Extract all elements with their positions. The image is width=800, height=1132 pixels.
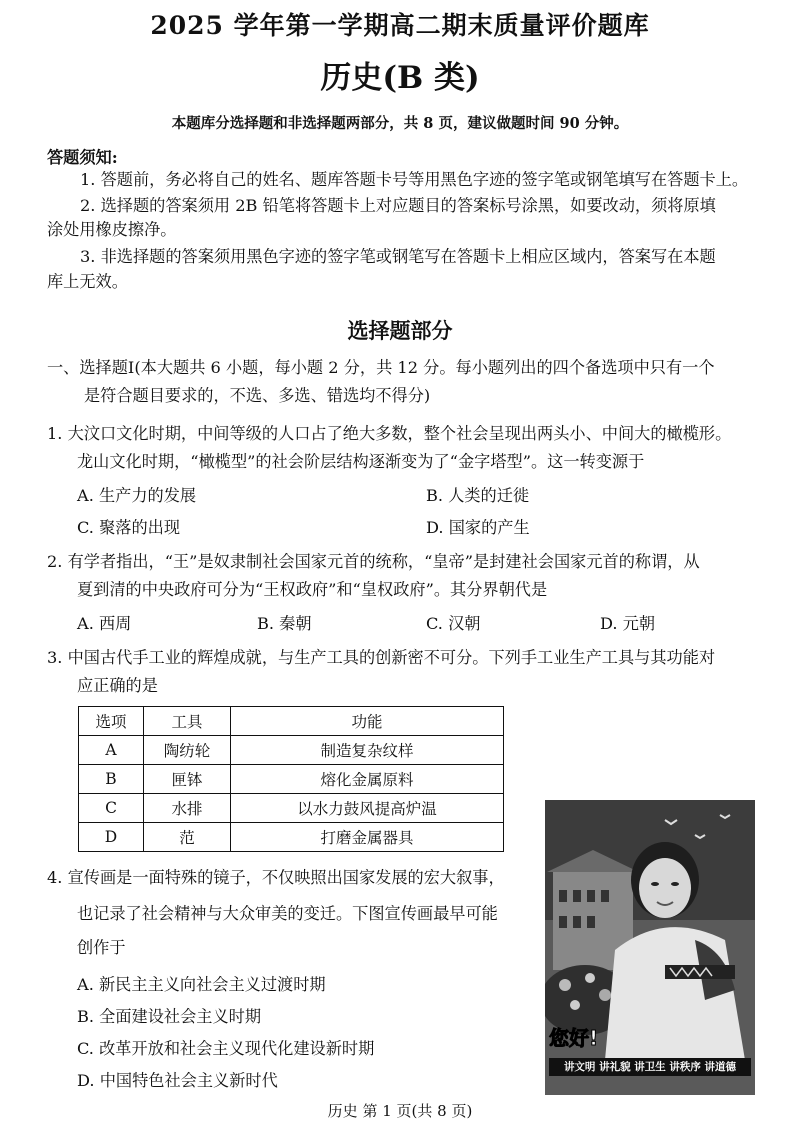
propaganda-poster: [545, 800, 755, 1095]
q3-stem-line-1: 3. 中国古代手工业的辉煌成就，与生产工具的创新密不可分。下列手工业生产工具与其功能对: [47, 648, 716, 667]
part1-heading-line-1: 一、选择题Ⅰ(本大题共 6 小题，每小题 2 分，共 12 分。每小题列出的四个备选项中只有一个: [47, 358, 715, 377]
q2-option-c: C. 汉朝: [426, 614, 481, 633]
table-header-row: [79, 707, 504, 736]
table-cell: 熔化金属原料: [231, 765, 504, 794]
exam-title: 2025 学年第一学期高二期末质量评价题库: [150, 11, 650, 40]
q2-option-b: B. 秦朝: [257, 614, 312, 633]
q1-option-b: B. 人类的迁徙: [426, 486, 530, 505]
table-cell: 范: [144, 823, 231, 852]
notice-item-3-line-1: 3. 非选择题的答案须用黑色字迹的签字笔或钢笔写在答题卡上相应区域内，答案写在本题: [80, 247, 716, 266]
notice-item-2-line-1: 2. 选择题的答案须用 2B 铅笔将答题卡上对应题目的答案标号涂黑，如要改动，须将原填: [80, 196, 716, 215]
table-cell: 水排: [144, 794, 231, 823]
table-row: [79, 823, 504, 852]
q1-option-d: D. 国家的产生: [426, 518, 530, 537]
table-cell: 以水力鼓风提高炉温: [231, 794, 504, 823]
q2-option-a: A. 西周: [77, 614, 132, 633]
notice-item-3-line-2: 库上无效。: [47, 272, 128, 291]
q4-option-c: C. 改革开放和社会主义现代化建设新时期: [77, 1039, 375, 1058]
table-cell: C: [79, 794, 144, 823]
q2-stem-line-2: 夏到清的中央政府可分为“王权政府”和“皇权政府”。其分界朝代是: [77, 580, 548, 599]
q4-stem-line-1: 4. 宣传画是一面特殊的镜子，不仅映照出国家发展的宏大叙事，: [47, 868, 505, 887]
table-cell: 匣钵: [144, 765, 231, 794]
subject-title: 历史(B 类): [320, 60, 480, 96]
q4-stem-line-3: 创作于: [77, 938, 126, 957]
q1-option-a: A. 生产力的发展: [77, 486, 197, 505]
poster-greeting: 您好!: [549, 1026, 599, 1050]
q4-option-b: B. 全面建设社会主义时期: [77, 1007, 262, 1026]
table-cell: 陶纺轮: [144, 736, 231, 765]
q4-option-d: D. 中国特色社会主义新时代: [77, 1071, 278, 1090]
table-cell: D: [79, 823, 144, 852]
q2-option-d: D. 元朝: [600, 614, 656, 633]
table-row: [79, 765, 504, 794]
section-title: 选择题部分: [347, 318, 453, 343]
part1-heading-line-2: 是符合题目要求的，不选、多选、错选均不得分): [84, 386, 431, 405]
q4-stem-line-2: 也记录了社会精神与大众审美的变迁。下图宣传画最早可能: [77, 904, 498, 923]
q3-table: [78, 706, 504, 852]
q1-option-c: C. 聚落的出现: [77, 518, 181, 537]
table-cell: A: [79, 736, 144, 765]
table-row: [79, 794, 504, 823]
notice-item-2-line-2: 涂处用橡皮擦净。: [47, 220, 177, 239]
page-footer: 历史 第 1 页(共 8 页): [327, 1102, 473, 1120]
q3-stem-line-2: 应正确的是: [77, 676, 158, 695]
table-header-cell: 工具: [144, 707, 231, 736]
notice-heading: 答题须知:: [47, 148, 118, 167]
q2-stem-line-1: 2. 有学者指出，“王”是奴隶制社会国家元首的统称，“皇帝”是封建社会国家元首的称谓，从: [47, 552, 700, 571]
notice-item-1: 1. 答题前，务必将自己的姓名、题库答题卡号等用黑色字迹的签字笔或钢笔填写在答题卡上。: [80, 170, 749, 189]
table-header-cell: 功能: [231, 707, 504, 736]
table-cell: 打磨金属器具: [231, 823, 504, 852]
q4-option-a: A. 新民主主义向社会主义过渡时期: [77, 975, 326, 994]
poster-slogan: 讲文明 讲礼貌 讲卫生 讲秩序 讲道德: [549, 1058, 751, 1076]
exam-intro: 本题库分选择题和非选择题两部分，共 8 页，建议做题时间 90 分钟。: [171, 115, 629, 132]
q1-stem-line-2: 龙山文化时期，“橄榄型”的社会阶层结构逐渐变为了“金字塔型”。这一转变源于: [77, 452, 645, 471]
table-header-cell: 选项: [79, 707, 144, 736]
table-cell: 制造复杂纹样: [231, 736, 504, 765]
table-cell: B: [79, 765, 144, 794]
q1-stem-line-1: 1. 大汶口文化时期，中间等级的人口占了绝大多数，整个社会呈现出两头小、中间大的橄榄形。: [47, 424, 732, 443]
table-row: [79, 736, 504, 765]
